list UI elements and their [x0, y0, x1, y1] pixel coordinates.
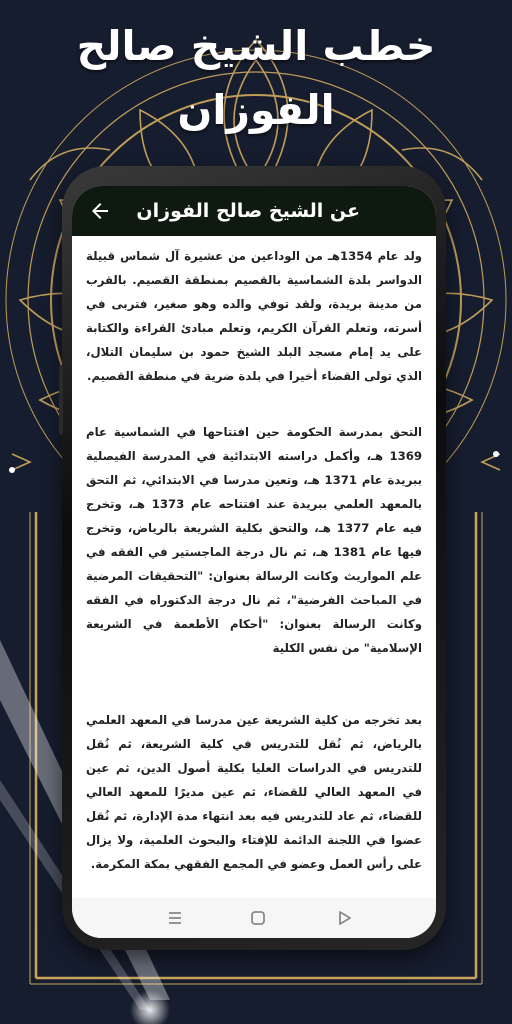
biography-paragraph: ولد عام 1354هـ من الوداعين من عشيرة آل شماس قبيلة الدواسر بلدة الشماسية بالقصيم بمنطقة القصيم. بالقرب من مدينة بريدة، ولقد توفي والده وهو صغير، فتربى في أسرته، وتعلم القرآن الكريم، وتعلم مبادئ القراءة والكتابة على يد إمام مسجد البلد الشيخ حمود بن سليمان التلال، الذي تولى القضاء أخيرا في بلدة ضرية في منطقة القصيم.: [86, 249, 423, 383]
career-paragraph: بعد تخرجه من كلية الشريعة عين مدرسا في المعهد العلمي بالرياض، ثم نُقل للتدريس في كلية الشريعة، ثم نُقل للتدريس في الدراسات العليا بكلية أصول الدين، ثم عين في المعهد العالي للقضاء، ثم عين مديرًا للمعهد العالي للقضاء، ثم عاد للتدريس فيه بعد انتهاء مدة الإدارة، ثم نُقل عضوا في اللجنة الدائمة للإفتاء والبحوث العلمية، ولا يزال على رأس العمل وعضو في المجمع الفقهي بمكة المكرمة.: [86, 713, 422, 871]
app-screen: [72, 186, 436, 938]
home-icon[interactable]: [247, 907, 269, 929]
promo-title: خطب الشيخ صالح الفوزان: [76, 22, 436, 134]
education-paragraph: التحق بمدرسة الحكومة حين افتتاحها في الشماسية عام 1369 هـ، وأكمل دراسته الابتدائية في المدرسة الفيصلية ببريدة عام 1371 هـ، وتعين مدرسا في الابتدائي، ثم التحق بالمعهد العلمي ببريدة عند افتتاحه عام 1373 هـ، وتخرج فيه عام 1377 هـ، والتحق بكلية الشريعة بالرياض، وتخرج فيها عام 1381 هـ، ثم نال درجة الماجستير في الفقه في علم المواريث وكانت الرسالة بعنوان: "التحقيقات المرضية في المباحث الفرضية"، ثم نال درجة الدكتوراه في الفقه وكانت الرسالة بعنوان: "أحكام الأطعمة في الشريعة الإسلامية" من نفس الكلية: [86, 425, 423, 655]
arrow-left-icon[interactable]: [88, 199, 112, 223]
phone-side-button: [59, 365, 63, 435]
app-bar: [72, 186, 436, 236]
recents-icon[interactable]: [164, 907, 186, 929]
about-content[interactable]: [72, 236, 436, 898]
back-triangle-icon[interactable]: [333, 907, 355, 929]
screen-title: عن الشيخ صالح الفوزان: [136, 200, 360, 222]
system-nav-bar: [72, 898, 436, 938]
